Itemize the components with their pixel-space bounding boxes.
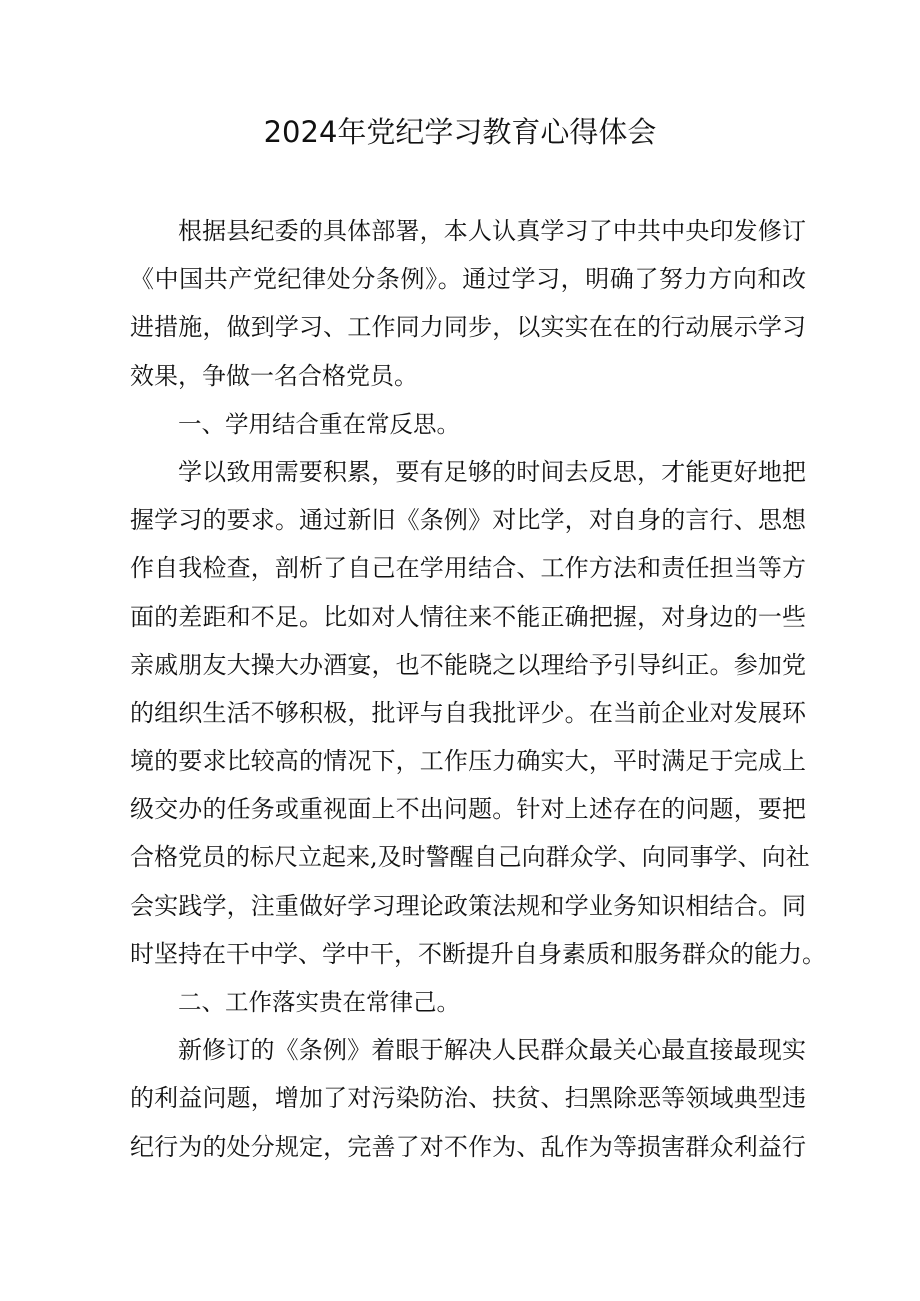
- paragraph-line: 亲戚朋友大操大办酒宴，也不能晓之以理给予引导纠正。参加党: [130, 650, 806, 679]
- paragraph-line: 会实践学，注重做好学习理论政策法规和学业务知识相结合。同: [130, 891, 806, 920]
- document-body: [130, 207, 826, 1171]
- paragraph-line: 效果，争做一名合格党员。: [130, 361, 418, 390]
- document-title: 2024年党纪学习教育心得体会: [263, 115, 657, 149]
- paragraph-line: 级交办的任务或重视面上不出问题。针对上述存在的问题，要把: [130, 795, 806, 824]
- paragraph-line: 境的要求比较高的情况下，工作压力确实大，平时满足于完成上: [130, 747, 806, 776]
- paragraph-line: 作自我检查，剖析了自己在学用结合、工作方法和责任担当等方: [130, 554, 806, 583]
- paragraph-line: 根据县纪委的具体部署，本人认真学习了中共中央印发修订: [178, 217, 806, 245]
- section-heading: 二、工作落实贵在常律己。: [178, 988, 460, 1016]
- paragraph-line: 新修订的《条例》着眼于解决人民群众最关心最直接最现实: [178, 1036, 806, 1065]
- paragraph-line: 的利益问题，增加了对污染防治、扶贫、扫黑除恶等领域典型违: [130, 1084, 806, 1113]
- paragraph-line: 握学习的要求。通过新旧《条例》对比学，对自身的言行、思想: [130, 506, 806, 535]
- section-heading: 一、学用结合重在常反思。: [178, 409, 460, 438]
- paragraph-line: 《中国共产党纪律处分条例》。通过学习，明确了努力方向和改: [130, 265, 806, 294]
- paragraph-line: 面的差距和不足。比如对人情往来不能正确把握，对身边的一些: [130, 602, 806, 631]
- paragraph-line: 合格党员的标尺立起来,及时警醒自己向群众学、向同事学、向社: [130, 843, 810, 872]
- paragraph-line: 纪行为的处分规定，完善了对不作为、乱作为等损害群众利益行: [130, 1132, 806, 1161]
- paragraph-line: 时坚持在干中学、学中干，不断提升自身素质和服务群众的能力。: [130, 939, 826, 968]
- paragraph-line: 学以致用需要积累，要有足够的时间去反思，才能更好地把: [178, 457, 806, 486]
- paragraph-line: 进措施，做到学习、工作同力同步，以实实在在的行动展示学习: [130, 313, 806, 342]
- paragraph-line: 的组织生活不够积极，批评与自我批评少。在当前企业对发展环: [130, 698, 806, 727]
